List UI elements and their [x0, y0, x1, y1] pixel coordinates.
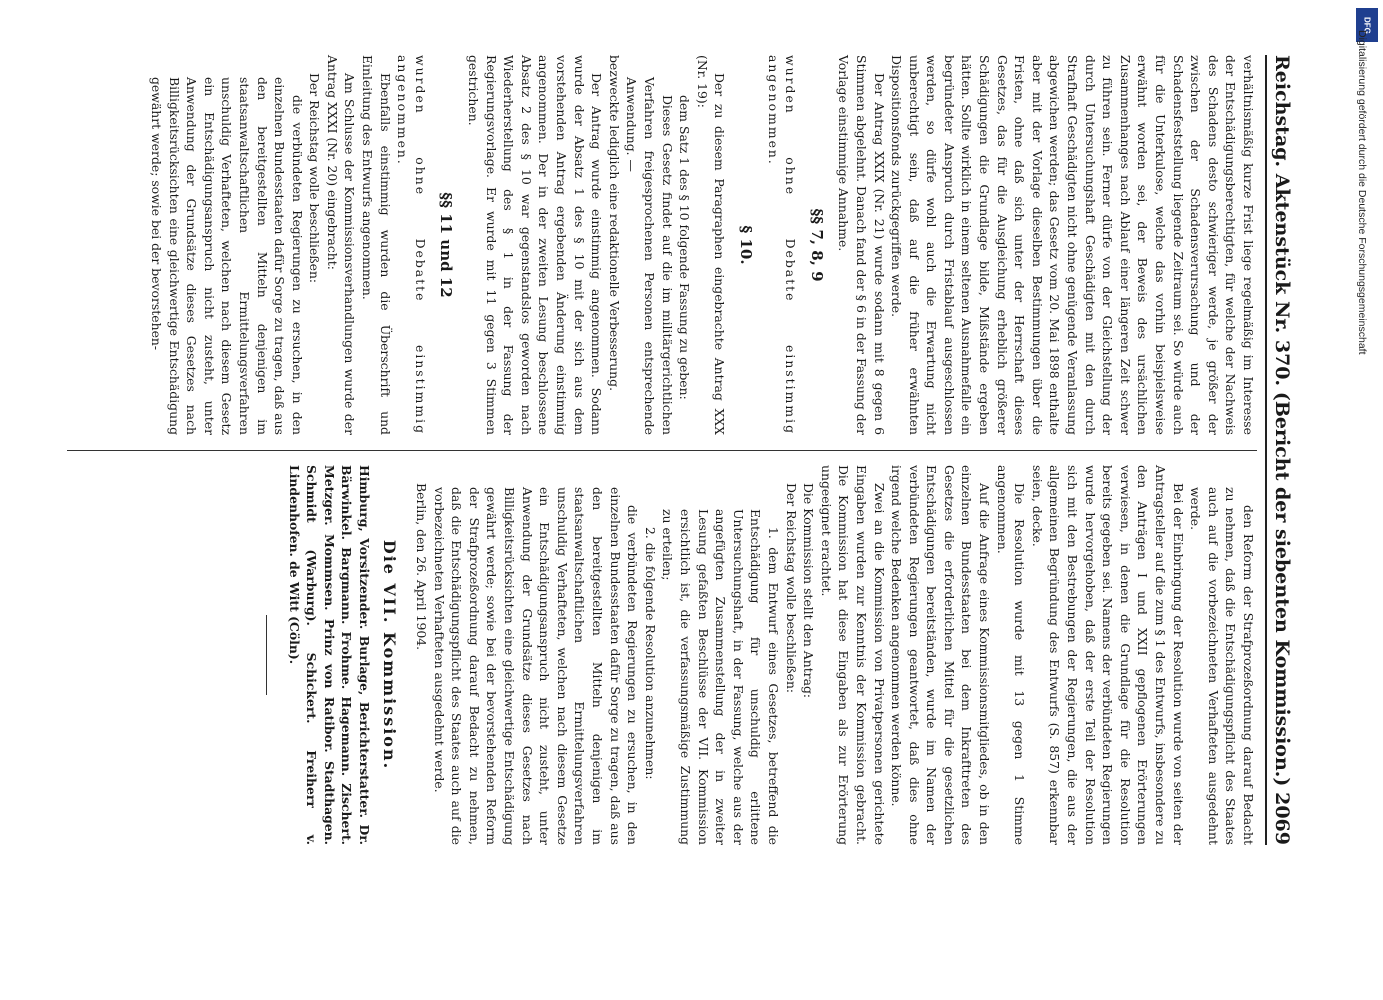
paragraph: Dieses Gesetz findet auf die im militärgerichtlichen Verfahren freigesprochenen Personen entsprechende Anwendung. — [624, 77, 675, 435]
right-column [266, 465, 1257, 845]
page-header [1265, 55, 1305, 845]
paragraph: bezweckte lediglich eine redaktionelle Verbesserung. [606, 55, 622, 392]
paragraph: verhältnismäßig kurze Frist liege regelmäßig im Interesse der Entschädigungsberechtigten, für welche der Nachweis des Schadens desto schwieriger werde, je größer der zwischen der Schadensverursachung und der Schadensfeststellung liegende Zeitraum sei. So würde auch für die Unterkulose, welche das vorhin beispielsweise erwähnt worden sei, der Beweis des ursächlichen Zusammenhanges nach Ablauf einer längeren Zeit schwer zu führen sein. Ferner dürfe von der Gleichstellung der durch Untersuchungshaft Geschädigten mit den durch Strafhaft Geschädigten nicht ohne genügende Veranlassung abgewichen werden; das Gesetz vom 20. Mai 1898 enthalte aber mit der Vorlage dieselben Bestimmungen über die Fristen, ohne daß sich unter der Herrschaft dieses Gesetzes, das für die Ausgleichung erheblich größerer Schädigungen die Grundlage bilde, Mißstände ergeben hätten. Sollte wirklich in einem seltenen Ausnahmefalle ein begründeter Anspruch durch Fristablauf ausgeschlossen werden, so dürfe wohl auch die Erwartung nicht unberechtigt sein, daß auf die früher erwähnten Dispositionsfonds zurückgegriffen werde. [889, 55, 1256, 435]
signatories: Himburg, Vorsitzender. Burlage, Berichterstatter. Dr. Bärwinkel. Bargmann. Frohme. Hagemann. Zischert. Metzger. Mommsen. Prinz von Ratibor. Stadthagen. Schmidt (Warburg). Schickert. Freiherr v. Lindenhofen. de Witt (Cöln). [286, 465, 372, 845]
page-number: 2069 [1271, 792, 1293, 845]
paragraph: Der Antrag wurde einstimmig angenommen. Sodann wurde der Absatz 1 des § 10 mit der sich aus dem vorstehenden Antrag ergebenden Änderung einstimmig angenommen. Der in der zweiten Lesung beschlossene Absatz 2 des § 10 war gegenstandslos geworden nach Wiederherstellung des § 1 in der Fassung der Regierungsvorlage. Er wurde mit 11 gegen 3 Stimmen gestrichen. [466, 55, 605, 435]
paragraph: Der zu diesem Paragraphen eingebrachte Antrag XXX (Nr. 19): [694, 55, 728, 435]
paragraph: wurden ohne Debatte einstimmig angenommen. [765, 55, 799, 435]
paragraph: 2. die folgende Resolution anzunehmen: [642, 527, 658, 780]
paragraph: Der Antrag XXIX (Nr. 21) wurde sodann mit 8 gegen 6 Stimmen abgelehnt. Danach fand der § 6 in der Fassung der Vorlage einstimmige Annahme. [836, 55, 887, 435]
section-heading: §§ 11 und 12 [437, 192, 456, 298]
column-divider [67, 450, 1257, 451]
paragraph: Die Kommission stellt den Antrag: [801, 483, 817, 699]
paragraph: Bei der Einbringung der Resolution wurde von seiten der Antragsteller auf die zum § 1 des Entwurfs, insbesondere zu den Anträgen I und XXII gepflogenen Erörterungen verwiesen, in denen die Grundlage für die Resolution bereits gegeben sei. Namens der verbündeten Regierungen wurde hervorgehoben, daß der erste Teil der Resolution sich mit den Bestrebungen der Regierungen, die aus der allgemeinen Begründung des Entwurfs (S. 857) erkennbar seien, decke. [1029, 465, 1186, 845]
paragraph: 1. dem Entwurf eines Gesetzes, betreffend die Entschädigung für unschuldig erlittene Untersuchungshaft, in der Fassung, welche aus der angefügten Zusammenstellung der in zweiter Lesung gefaßten Beschlüsse der VII. Kommission ersichtlich ist, die verfassungsmäßige Zustimmung zu erteilen; [660, 509, 781, 845]
paragraph: Die Resolution wurde mit 13 gegen 1 Stimme angenommen. [994, 465, 1028, 845]
header-right: (Bericht der siebenten Kommission.) [1271, 391, 1293, 787]
paragraph: den Reform der Strafprozeßordnung darauf Bedacht zu nehmen, daß die Entschädigungspflicht des Staates auch auf die vorbezeichneten Verhafteten ausgedehnt werde. [1188, 487, 1256, 845]
paragraph: Zwei an die Kommission von Privatpersonen gerichtete Eingaben wurden zur Kenntnis der Kommission gebracht. Die Kommission hat diese Eingaben als zur Erörterung ungeeignet erachtet. [818, 465, 887, 845]
paragraph: Auf die Anfrage eines Kommissionsmitgliedes, ob in den einzelnen Bundesstaaten bei dem Inkrafttreten des Gesetzes die erforderlichen Mittel für die gesetzlichen Entschädigungen bereitständen, wurde im Namen der verbündeten Regierungen geantwortet, daß dies ohne irgend welche Bedenken angenommen werden könne. [889, 465, 993, 845]
section-heading: §§ 7, 8, 9 [807, 208, 826, 282]
commission-title: Die VII. Kommission. [380, 539, 400, 771]
section-heading: § 10. [736, 225, 755, 265]
scanned-page [45, 55, 1305, 845]
paragraph: Der Reichstag wolle beschließen: [307, 73, 323, 284]
paragraph: wurden ohne Debatte einstimmig angenommen. [395, 55, 428, 435]
left-column [147, 55, 1257, 435]
credit-sidebar [1340, 20, 1380, 980]
header-left: Reichstag. Aktenstück Nr. 370. [1271, 55, 1293, 387]
dfg-logo: DFG [1356, 8, 1378, 42]
paragraph: die verbündeten Regierungen zu ersuchen, in den einzelnen Bundesstaaten dafür Sorge zu tragen, daß aus den bereitgestellten Mitteln denjenigen im staatsanwaltschaftlichen Ermittelungsverfahren unschuldig Verhafteten, welchen nach diesem Gesetz ein Entschädigungsanspruch nicht zusteht, unter Anwendung der Grundsätze dieses Gesetzes nach Billigkeitsrücksichten eine gleichwertige Entschädigung gewährt werde; sowie bei der bevorstehen- [148, 77, 305, 435]
page-rotated-content [45, 55, 1305, 845]
closing-rule [266, 615, 267, 695]
paragraph: Ebenfalls einstimmig wurden die Überschrift und Einleitung des Entwurfs angenommen. [360, 55, 393, 435]
digitization-credit: Digitalisierung gefördert durch die Deutsche Forschungsgemeinschaft [1356, 30, 1368, 355]
paragraph: Am Schlusse der Kommissionsverhandlungen wurde der Antrag XXXI (Nr. 20) eingebracht: [324, 55, 358, 435]
paragraph: dem Satz 1 des § 10 folgende Fassung zu geben: [677, 95, 693, 400]
paragraph: die verbündeten Regierungen zu ersuchen, in den einzelnen Bundesstaaten dafür Sorge zu tragen, daß aus den bereitgestellten Mitteln denjenigen im staatsanwaltschaftlichen Ermittelungsverfahren unschuldig Verhafteten, welchen nach diesem Gesetze ein Entschädigungsanspruch nicht zusteht, unter Anwendung der Grundsätze dieses Gesetzes nach Billigkeitsrücksichten eine gleichwertige Entschädigung gewährt werde; sowie bei der bevorstehenden Reform der Strafprozeßordnung darauf Bedacht zu nehmen, daß die Entschädigungspflicht des Staates auch auf die vorbezeichneten Verhafteten ausgedehnt werde. [431, 487, 641, 845]
date-line: Berlin, den 26. April 1904. [414, 483, 430, 651]
paragraph: Der Reichstag wolle beschließen: [783, 483, 799, 694]
